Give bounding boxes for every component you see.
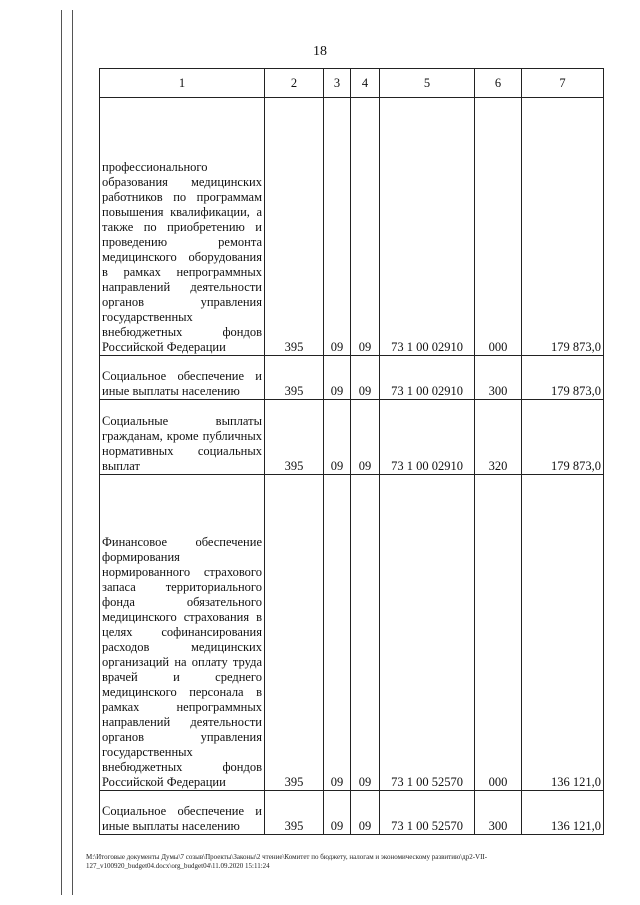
- table-row: [100, 791, 604, 835]
- row-section: 09: [324, 98, 351, 356]
- row-name: Социальное обеспечение и иные выплаты населению: [100, 356, 265, 400]
- row-section: 09: [324, 400, 351, 475]
- page-number: 18: [313, 44, 327, 59]
- row-target-article: 73 1 00 52570: [380, 475, 475, 791]
- left-margin-line-inner: [72, 10, 73, 895]
- row-expense-type: 000: [475, 475, 522, 791]
- left-margin-line: [61, 10, 62, 895]
- row-target-article: 73 1 00 02910: [380, 400, 475, 475]
- row-target-article: 73 1 00 52570: [380, 791, 475, 835]
- row-subsection: 09: [351, 98, 380, 356]
- row-expense-type: 300: [475, 356, 522, 400]
- document-footer-path: M:\Итоговые документы Думы\7 созыв\Проекты\Законы\2 чтение\Комитет по бюджету, налогам и экономическому развитию\др2-VII-127_v100920_budget04.docx\org_budget04\11.09.2020 15:11:24: [86, 853, 488, 870]
- row-subsection: 09: [351, 356, 380, 400]
- row-expense-type: 000: [475, 98, 522, 356]
- header-col-4: 4: [351, 69, 380, 98]
- table-row: [100, 98, 604, 356]
- header-col-1: 1: [100, 69, 265, 98]
- row-amount: 136 121,0: [522, 791, 604, 835]
- row-amount: 179 873,0: [522, 400, 604, 475]
- row-ministry-code: 395: [265, 791, 324, 835]
- header-col-6: 6: [475, 69, 522, 98]
- budget-table: [99, 68, 604, 835]
- row-name: Социальное обеспечение и иные выплаты населению: [100, 791, 265, 835]
- header-col-7: 7: [522, 69, 604, 98]
- row-section: 09: [324, 475, 351, 791]
- header-col-2: 2: [265, 69, 324, 98]
- row-section: 09: [324, 356, 351, 400]
- row-amount: 179 873,0: [522, 356, 604, 400]
- row-section: 09: [324, 791, 351, 835]
- table-row: [100, 475, 604, 791]
- row-amount: 179 873,0: [522, 98, 604, 356]
- row-ministry-code: 395: [265, 356, 324, 400]
- header-col-3: 3: [324, 69, 351, 98]
- row-target-article: 73 1 00 02910: [380, 356, 475, 400]
- row-ministry-code: 395: [265, 98, 324, 356]
- row-expense-type: 300: [475, 791, 522, 835]
- row-subsection: 09: [351, 475, 380, 791]
- row-subsection: 09: [351, 400, 380, 475]
- row-subsection: 09: [351, 791, 380, 835]
- row-ministry-code: 395: [265, 400, 324, 475]
- row-name: Финансовое обеспечение формирования нормированного страхового запаса территориального фонда обязательного медицинского страхования в целях софинансирования расходов медицинских организаций на оплату труда врачей и среднего медицинского персонала в рамках непрограммных направлений деятельности органов управления государственных внебюджетных фондов Российской Федерации: [100, 475, 265, 791]
- row-ministry-code: 395: [265, 475, 324, 791]
- table-row: [100, 356, 604, 400]
- row-target-article: 73 1 00 02910: [380, 98, 475, 356]
- table-header-row: [100, 69, 604, 98]
- row-name: профессионального образования медицинских работников по программам повышения квалификации, а также по приобретению и проведению ремонта медицинского оборудования в рамках непрограммных направлений деятельности органов управления государственных внебюджетных фондов Российской Федерации: [100, 98, 265, 356]
- row-name: Социальные выплаты гражданам, кроме публичных нормативных социальных выплат: [100, 400, 265, 475]
- row-expense-type: 320: [475, 400, 522, 475]
- header-col-5: 5: [380, 69, 475, 98]
- table-row: [100, 400, 604, 475]
- row-amount: 136 121,0: [522, 475, 604, 791]
